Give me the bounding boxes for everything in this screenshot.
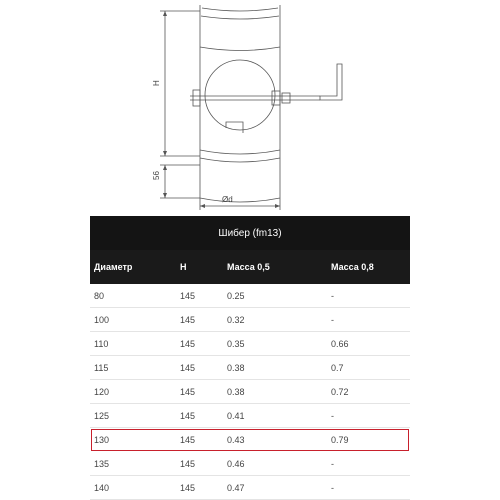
table-cell: 0.79: [331, 434, 349, 445]
header-mass-05: Масса 0,5: [227, 262, 270, 272]
table-cell: 115: [94, 362, 109, 373]
table-cell: -: [331, 314, 334, 325]
table-cell: -: [331, 290, 334, 301]
dimension-h-label: H: [152, 80, 161, 86]
table-cell: 0.25: [227, 290, 245, 301]
table-cell: 0.35: [227, 338, 245, 349]
table-title: Шибер (fm13): [90, 216, 410, 250]
dimension-diameter-label: Ød: [222, 195, 233, 204]
damper-disc: [205, 60, 275, 130]
table-row: [90, 380, 410, 404]
table-cell: 145: [180, 410, 196, 421]
table-cell: 0.41: [227, 410, 245, 421]
table-cell: -: [331, 458, 334, 469]
header-mass-08: Масса 0,8: [331, 262, 374, 272]
table-cell: 0.47: [227, 482, 245, 493]
table-cell: 125: [94, 410, 110, 421]
table-cell: -: [331, 410, 334, 421]
table-cell: 100: [94, 314, 110, 325]
table-cell: 130: [94, 434, 110, 445]
table-cell: 0.32: [227, 314, 245, 325]
table-row-highlighted: [90, 428, 410, 452]
pipe-top-ring: [201, 8, 279, 19]
table-row: [90, 404, 410, 428]
table-cell: 145: [180, 482, 196, 493]
table-cell: 145: [180, 386, 196, 397]
table-cell: 145: [180, 362, 196, 373]
table-cell: 0.7: [331, 362, 344, 373]
table-cell: 0.43: [227, 434, 245, 445]
table-cell: 0.46: [227, 458, 245, 469]
table-row: [90, 452, 410, 476]
table-cell: 145: [180, 434, 196, 445]
table-row: [90, 356, 410, 380]
dimension-56-label: 56: [152, 171, 161, 180]
table-cell: 145: [180, 314, 196, 325]
table-body: [90, 284, 410, 500]
table-cell: 120: [94, 386, 110, 397]
table-cell: -: [331, 482, 334, 493]
table-cell: 0.38: [227, 386, 245, 397]
table-cell: 145: [180, 290, 196, 301]
spec-table: [90, 216, 410, 500]
table-cell: 110: [94, 338, 109, 349]
table-row: [90, 308, 410, 332]
header-diameter: Диаметр: [94, 262, 133, 272]
table-cell: 0.72: [331, 386, 349, 397]
table-row: [90, 476, 410, 500]
damper-handle: [320, 64, 342, 100]
header-h: H: [180, 262, 187, 272]
table-header: [90, 250, 410, 284]
table-cell: 145: [180, 458, 196, 469]
table-cell: 135: [94, 458, 110, 469]
table-cell: 0.66: [331, 338, 349, 349]
table-cell: 0.38: [227, 362, 245, 373]
damper-shaft: [190, 96, 320, 100]
table-cell: 140: [94, 482, 110, 493]
table-row: [90, 332, 410, 356]
table-cell: 80: [94, 290, 105, 301]
damper-technical-drawing: [0, 0, 500, 215]
pipe-body: [200, 5, 280, 202]
table-row: [90, 284, 410, 308]
table-cell: 145: [180, 338, 196, 349]
